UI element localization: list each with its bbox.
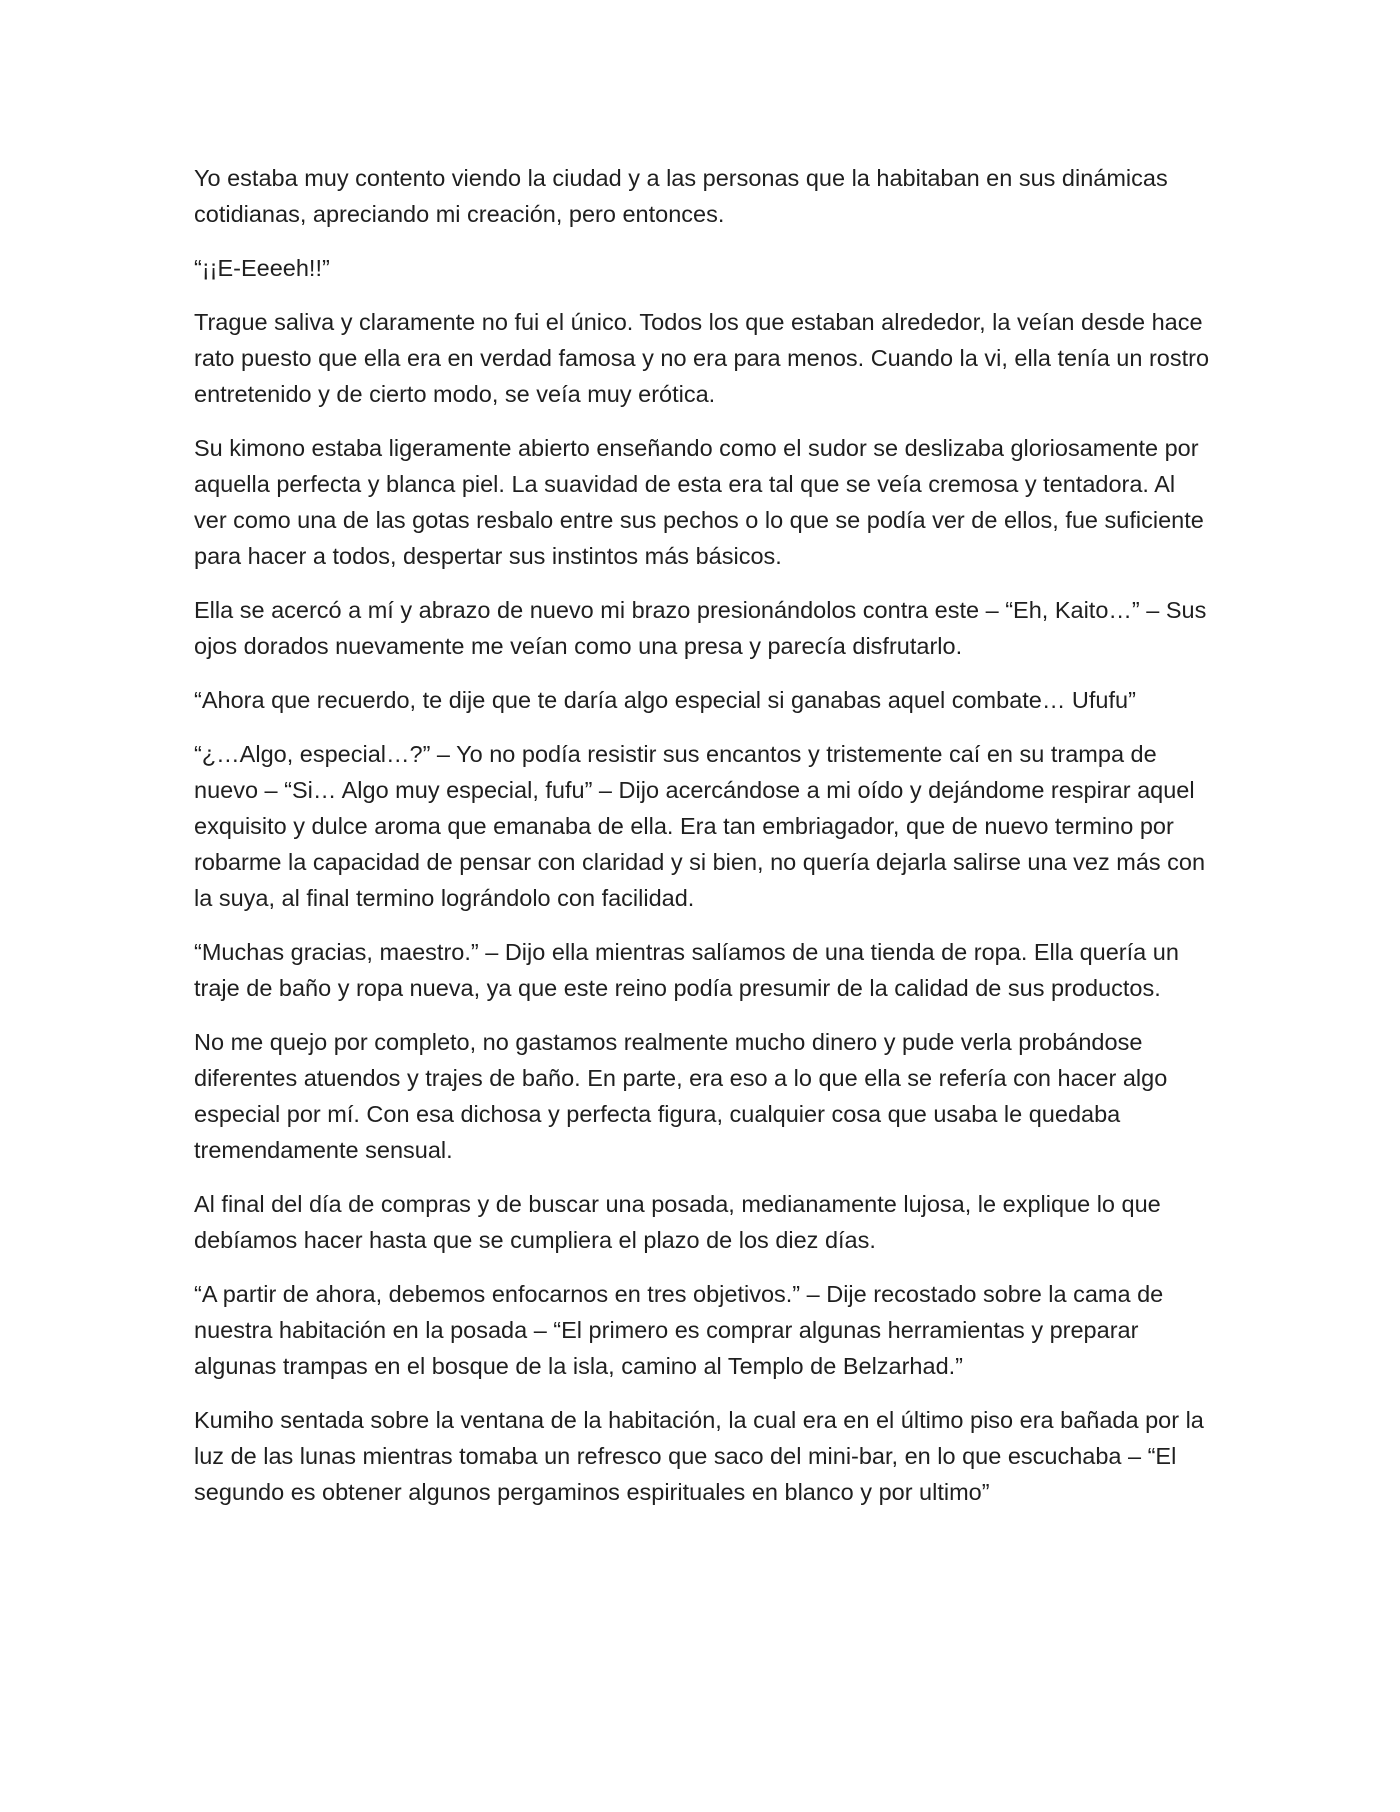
paragraph: Yo estaba muy contento viendo la ciudad y a las personas que la habitaban en sus dinámicas cotidianas, apreciando mi creación, pero entonces. bbox=[194, 165, 1168, 227]
paragraph: Kumiho sentada sobre la ventana de la habitación, la cual era en el último piso era bañada por la luz de las lunas mientras tomaba un refresco que saco del mini-bar, en lo que escuchaba – “El segundo es obtener algunos pergaminos espirituales en blanco y por ultimo” bbox=[194, 1407, 1204, 1505]
paragraph: No me quejo por completo, no gastamos realmente mucho dinero y pude verla probándose diferentes atuendos y trajes de baño. En parte, era eso a lo que ella se refería con hacer algo especial por mí. Con esa dichosa y perfecta figura, cualquier cosa que usaba le quedaba tremendamente sensual. bbox=[194, 1029, 1168, 1163]
document-body bbox=[194, 160, 1214, 1528]
paragraph: “¡¡E-Eeeeh!!” bbox=[194, 255, 330, 281]
paragraph: “¿…Algo, especial…?” – Yo no podía resistir sus encantos y tristemente caí en su trampa de nuevo – “Si… Algo muy especial, fufu” – Dijo acercándose a mi oído y dejándome respirar aquel exquisito y dulce aroma que emanaba de ella. Era tan embriagador, que de nuevo termino por robarme la capacidad de pensar con claridad y si bien, no quería dejarla salirse una vez más con la suya, al final termino lográndolo con facilidad. bbox=[194, 741, 1206, 911]
paragraph: “Muchas gracias, maestro.” – Dijo ella mientras salíamos de una tienda de ropa. Ella quería un traje de baño y ropa nueva, ya que este reino podía presumir de la calidad de sus productos. bbox=[194, 939, 1179, 1001]
paragraph: “Ahora que recuerdo, te dije que te daría algo especial si ganabas aquel combate… Ufufu” bbox=[194, 687, 1136, 713]
paragraph: Trague saliva y claramente no fui el único. Todos los que estaban alrededor, la veían desde hace rato puesto que ella era en verdad famosa y no era para menos. Cuando la vi, ella tenía un rostro entretenido y de cierto modo, se veía muy erótica. bbox=[194, 309, 1210, 407]
paragraph: Ella se acercó a mí y abrazo de nuevo mi brazo presionándolos contra este – “Eh, Kaito…” – Sus ojos dorados nuevamente me veían como una presa y parecía disfrutarlo. bbox=[194, 597, 1207, 659]
paragraph: “A partir de ahora, debemos enfocarnos en tres objetivos.” – Dije recostado sobre la cama de nuestra habitación en la posada – “El primero es comprar algunas herramientas y preparar algunas trampas en el bosque de la isla, camino al Templo de Belzarhad.” bbox=[194, 1281, 1164, 1379]
paragraph: Su kimono estaba ligeramente abierto enseñando como el sudor se deslizaba gloriosamente por aquella perfecta y blanca piel. La suavidad de esta era tal que se veía cremosa y tentadora. Al ver como una de las gotas resbalo entre sus pechos o lo que se podía ver de ellos, fue suficiente para hacer a todos, despertar sus instintos más básicos. bbox=[194, 435, 1204, 569]
paragraph: Al final del día de compras y de buscar una posada, medianamente lujosa, le explique lo que debíamos hacer hasta que se cumpliera el plazo de los diez días. bbox=[194, 1191, 1161, 1253]
